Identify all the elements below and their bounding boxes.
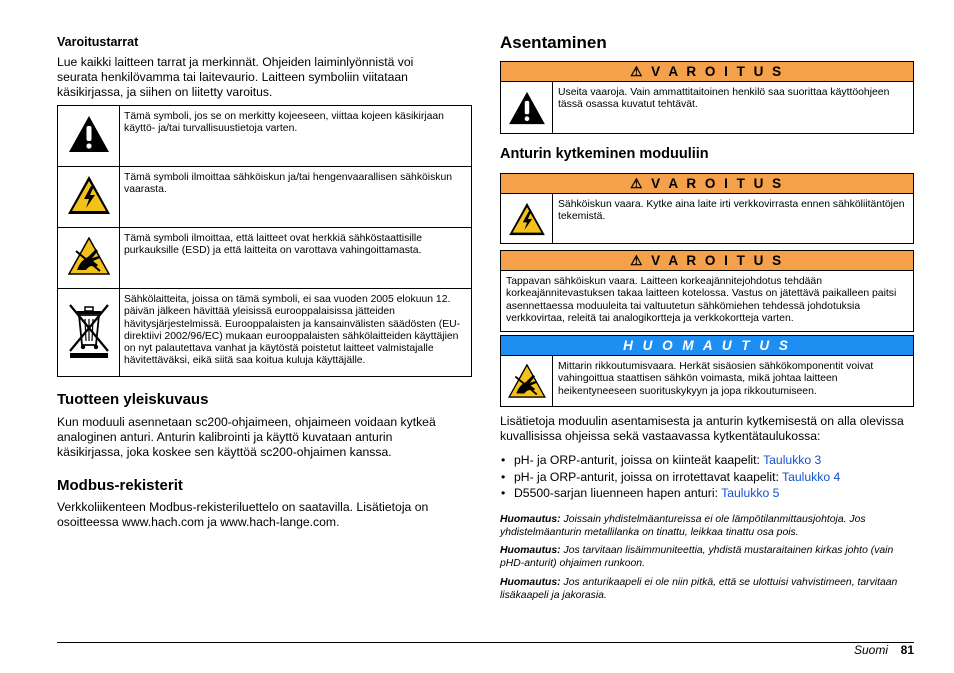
warning-header bbox=[501, 174, 913, 194]
symbol-row bbox=[58, 228, 472, 289]
small-warning-icon: ⚠ bbox=[630, 176, 645, 191]
overview-paragraph: Kun moduuli asennetaan sc200-ohjaimeen, ohjaimeen voidaan kytkeä analoginen anturi. Anturin kalibrointi ja käyttö kuvataan anturin käsikirjassa, joka koskee sen käyttöä sc200-ohjaimen kanssa. bbox=[57, 415, 436, 459]
note-text: Jos tarvitaan lisäimmuniteettia, yhdistä mustaraitainen kirkas johto (vain pHD-anturit) ohjaimen runkoon. bbox=[500, 545, 894, 569]
page-number: 81 bbox=[900, 643, 914, 657]
electric-shock-icon bbox=[67, 175, 111, 215]
intro-paragraph: Lisätietoja moduulin asentamisesta ja anturin kytkemisestä on alla olevissa kuvallisissa ohjeissa sekä vastaavassa kytkentätaulukossa: bbox=[500, 414, 904, 443]
electric-shock-icon bbox=[508, 202, 546, 236]
warning-body bbox=[501, 271, 913, 331]
symbols-table bbox=[57, 105, 472, 377]
warning-header bbox=[501, 62, 913, 82]
warning-icon-cell bbox=[501, 82, 553, 133]
symbol-icon-cell bbox=[58, 167, 120, 228]
esd-icon-cell bbox=[501, 356, 553, 406]
list-item bbox=[500, 470, 840, 487]
symbol-icon-cell bbox=[58, 106, 120, 167]
warning-header bbox=[501, 251, 913, 271]
overview-heading: Tuotteen yleiskuvaus bbox=[57, 391, 209, 408]
list-item bbox=[500, 453, 840, 470]
warning-label: V A R O I T U S bbox=[651, 176, 784, 191]
esd-icon bbox=[508, 364, 546, 398]
list-item-text: D5500-sarjan liuenneen hapen anturi: bbox=[514, 486, 722, 500]
notice-header: H U O M A U T U S bbox=[501, 336, 913, 356]
note-text: Jos anturikaapeli ei ole niin pitkä, että se ulottuisi vahvistimeen, tarvitaan lisäkaapeli ja jakorasia. bbox=[500, 577, 898, 601]
symbol-text: Tämä symboli ilmoittaa, että laitteet ovat herkkiä sähköstaattisille purkauksille (ESD) ja että laitteita on varottava vahingoittamasta. bbox=[120, 228, 472, 289]
symbol-text: Sähkölaitteita, joissa on tämä symboli, ei saa vuoden 2005 elokuun 12. päivän jälkeen hävittää yleisissä eurooppalaisissa jätteiden hävitysjärjestelmissä. Eurooppalaisten ja kansainvälisten säädösten (EU-direktiivi 2002/96/EC) mukaan eurooppalaisten sähkölaitteiden käyttäjien on nyt palautettava vanhat ja käytöstä poistetut laitteet valmistajalle hävitettäväksi, eikä siitä saa koitua kuluja käyttäjälle. bbox=[120, 289, 472, 377]
warning-triangle-icon bbox=[68, 115, 110, 153]
note-text: Joissain yhdistelmäantureissa ei ole lämpötilanmittausjohtoja. Jos yhdistelmäanturin metallilanka on tinattu, leikkaa tinattu osa pois. bbox=[500, 514, 866, 538]
warning-body bbox=[501, 82, 913, 133]
warning-box bbox=[500, 173, 914, 244]
connect-heading: Anturin kytkeminen moduuliin bbox=[500, 146, 709, 162]
symbol-icon-cell bbox=[58, 289, 120, 377]
list-item-text: pH- ja ORP-anturit, joissa on irrotettavat kaapelit: bbox=[514, 469, 783, 484]
warning-body bbox=[501, 194, 913, 243]
warning-box bbox=[500, 61, 914, 134]
small-warning-icon: ⚠ bbox=[630, 64, 645, 79]
symbol-row bbox=[58, 289, 472, 377]
symbol-row bbox=[58, 167, 472, 228]
footer-rule bbox=[57, 642, 914, 643]
symbol-row bbox=[58, 106, 472, 167]
table-link[interactable]: Taulukko 4 bbox=[782, 469, 841, 484]
symbol-text: Tämä symboli, jos se on merkitty kojeeseen, viittaa kojeen käsikirjaan käyttö- ja/tai turvallisuustietoja varten. bbox=[120, 106, 472, 167]
labels-heading: Varoitustarrat bbox=[57, 35, 139, 49]
warning-box bbox=[500, 250, 914, 332]
notice-box bbox=[500, 335, 914, 407]
notice-body bbox=[501, 356, 913, 406]
note-label: Huomautus: bbox=[500, 577, 561, 588]
note-label: Huomautus: bbox=[500, 545, 561, 556]
modbus-heading: Modbus-rekisterit bbox=[57, 477, 183, 494]
symbol-icon-cell bbox=[58, 228, 120, 289]
symbol-text: Tämä symboli ilmoittaa sähköiskun ja/tai hengenvaarallisen sähköiskun vaarasta. bbox=[120, 167, 472, 228]
warning-text: Tappavan sähköiskun vaara. Laitteen korkeajännitejohdotus tehdään korkeajännitevastuksen takaa laitteen kotelossa. Vastus on jätettävä paikalleen paitsi asennettaessa moduuleita tai valtuutetun sähkömiehen tehdessä johdotuksia verkkovirtaa, releitä tai analogikortteja ja verkkokortteja varten. bbox=[506, 276, 897, 324]
warning-text: Sähköiskun vaara. Kytke aina laite irti verkkovirrasta ennen sähköliitäntöjen tekemistä. bbox=[558, 199, 905, 223]
notice-text: Mittarin rikkoutumisvaara. Herkät sisäosien sähkökomponentit voivat vahingoittua staattisen sähkön voimasta, mikä johtaa laitteen heikentyneeseen suorituskykyyn ja jopa rikkoutumiseen. bbox=[558, 361, 874, 397]
small-warning-icon: ⚠ bbox=[630, 253, 645, 268]
note-paragraph bbox=[500, 577, 914, 602]
shock-icon-cell bbox=[501, 194, 553, 243]
crossed-bin-icon bbox=[66, 301, 112, 359]
note-paragraph bbox=[500, 514, 914, 539]
footer-language: Suomi bbox=[853, 643, 888, 657]
table-links-list bbox=[500, 453, 840, 503]
table-link[interactable]: Taulukko 5 bbox=[721, 486, 780, 500]
list-item bbox=[500, 486, 840, 503]
note-label: Huomautus: bbox=[500, 514, 561, 525]
note-paragraph bbox=[500, 545, 914, 570]
warning-text: Useita vaaroja. Vain ammattitaitoinen henkilö saa suorittaa käyttöohjeen tässä osassa kuvatut tehtävät. bbox=[558, 87, 890, 111]
modbus-paragraph: Verkkoliikenteen Modbus-rekisteriluettelo on saatavilla. Lisätietoja on osoitteessa www.hach.com ja www.hach-lange.com. bbox=[57, 500, 429, 529]
table-link[interactable]: Taulukko 3 bbox=[763, 453, 822, 467]
install-heading: Asentaminen bbox=[500, 33, 607, 52]
warning-triangle-icon bbox=[508, 91, 546, 125]
labels-paragraph: Lue kaikki laitteen tarrat ja merkinnät. Ohjeiden laiminlyönnistä voi seurata henkilövamma tai laitevaurio. Laitteen symboliin viitataan käsikirjassa, ja siihen on liitetty varoitus. bbox=[57, 55, 414, 99]
warning-label: V A R O I T U S bbox=[651, 253, 784, 268]
warning-label: V A R O I T U S bbox=[651, 64, 784, 79]
esd-icon bbox=[68, 237, 110, 275]
list-item-text: pH- ja ORP-anturit, joissa on kiinteät kaapelit: bbox=[514, 453, 764, 467]
